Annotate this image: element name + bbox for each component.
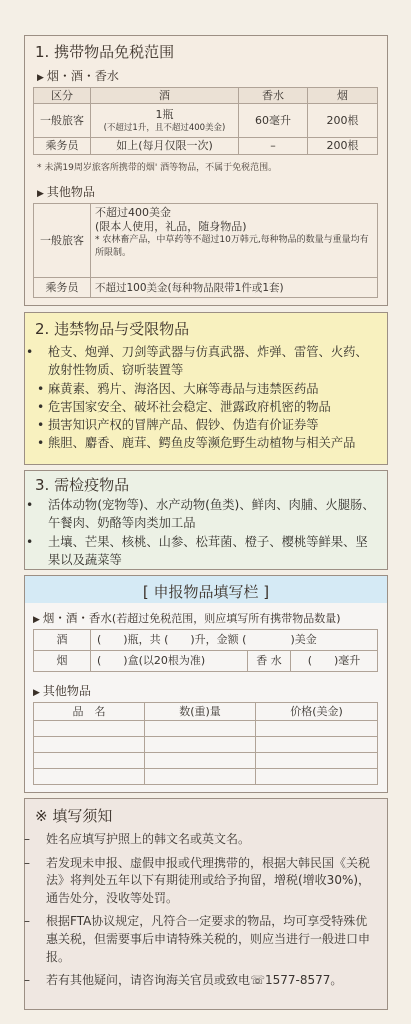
subheading-text: 烟・酒・香水 — [42, 611, 112, 625]
subheading-text: 其他物品 — [42, 684, 91, 698]
subheading-other-items — [33, 682, 91, 699]
price-field[interactable] — [256, 753, 378, 769]
age-footnote: * 未满19周岁旅客所携带的烟' 酒等物品，不属于免税范围。 — [37, 163, 278, 173]
list-item-text: 危害国家安全、破坏社会稳定、泄露政府机密的物品 — [48, 399, 331, 414]
prohibited-list — [26, 343, 379, 453]
instruction-item: – 若发现未申报、虚假申报或代理携带的，根据大韩民国《关税法》将判处五年以下有期徒刑或给予拘留，增税(增收30%)，通告处分，没收等处罚。 — [24, 855, 371, 905]
item-name-field[interactable] — [34, 721, 145, 737]
row-label-crew: 乘务员 — [34, 138, 91, 155]
item-name-field[interactable] — [34, 737, 145, 753]
subheading-tobacco-alcohol-perfume — [37, 67, 119, 84]
alcohol-general-note: (不超过1升，且不超过400美金) — [103, 122, 226, 133]
list-item-text: 枪支、炮弹、刀剑等武器与仿真武器、炸弹、雷管、火药、放射性物质、窃听装置等 — [48, 345, 368, 378]
alcohol-label: 酒 — [34, 630, 91, 651]
col-header-tobacco: 烟 — [308, 88, 378, 104]
list-item-text: 活体动物(宠物等)、水产动物(鱼类)、鲜肉、肉脯、火腿肠、午餐肉、奶酪等肉类加工品 — [48, 498, 375, 531]
tobacco-fill-field[interactable]: ( )盒(以20根为准) — [91, 651, 248, 672]
list-item: • 活体动物(宠物等)、水产动物(鱼类)、鲜肉、肉脯、火腿肠、午餐肉、奶酪等肉类加工品 — [26, 498, 375, 531]
quantity-field[interactable] — [145, 737, 256, 753]
col-header-perfume: 香水 — [239, 88, 308, 104]
other-crew-text: 不超过100美金(每种物品限带1件或1套) — [91, 278, 378, 298]
tobacco-crew: 200根 — [308, 138, 378, 155]
form-title: [ 申报物品填写栏 ] — [142, 583, 270, 601]
perfume-general: 60毫升 — [239, 104, 308, 138]
list-item-text: 土壤、芒果、核桃、山参、松茸菌、橙子、樱桃等鲜果、坚果以及蔬菜等 — [48, 534, 368, 567]
list-item: • 土壤、芒果、核桃、山参、松茸菌、橙子、樱桃等鲜果、坚果以及蔬菜等 — [26, 534, 368, 567]
other-items-declaration-table — [33, 702, 378, 785]
section-title: 3. 需检疫物品 — [35, 476, 130, 494]
perfume-crew: – — [239, 138, 308, 155]
alcohol-general-main: 1瓶 — [155, 107, 174, 121]
duty-free-table — [33, 87, 378, 155]
triangle-bullet-icon: ▶ — [33, 615, 40, 625]
list-item: • 损害知识产权的冒牌产品、假钞、伪造有价证券等 — [37, 418, 319, 433]
section-title: 2. 违禁物品与受限物品 — [35, 320, 190, 338]
section-instructions — [24, 798, 388, 1010]
alcohol-fill-field[interactable]: ( )瓶，共 ( )升，金额 ( )美金 — [91, 630, 378, 651]
subheading-text: 其他物品 — [46, 185, 95, 199]
instruction-item: – 姓名应填写护照上的韩文名或英文名。 — [24, 832, 251, 846]
row-label-general: 一般旅客 — [34, 104, 91, 138]
triangle-bullet-icon: ▶ — [37, 73, 44, 83]
perfume-label: 香 水 — [248, 651, 291, 672]
list-item: • 枪支、炮弹、刀剑等武器与仿真武器、炸弹、雷管、火药、放射性物质、窃听装置等 — [26, 345, 368, 378]
subheading-other-items — [37, 183, 95, 200]
list-item-text: 麻黄素、鸦片、海洛因、大麻等毒品与违禁医药品 — [48, 381, 319, 396]
instruction-item: – 根据FTA协议规定，凡符合一定要求的物品，均可享受特殊优惠关税，但需要事后申请特殊关税的，则应当进行一般进口申报。 — [24, 914, 371, 964]
list-item-text: 熊胆、麝香、鹿茸、鳄鱼皮等濒危野生动植物与相关产品 — [48, 436, 356, 451]
instruction-text: 根据FTA协议规定，凡符合一定要求的物品，均可享受特殊优惠关税，但需要事后申请特殊关税的，则应当进行一般进口申报。 — [46, 914, 371, 964]
section-title: ※ 填写须知 — [35, 807, 113, 825]
instructions-list — [24, 831, 379, 990]
triangle-bullet-icon: ▶ — [33, 688, 40, 698]
section-quarantine — [24, 470, 388, 570]
perfume-fill-field[interactable]: ( )毫升 — [291, 651, 378, 672]
quarantine-list — [26, 496, 379, 569]
price-field[interactable] — [256, 721, 378, 737]
section-declaration-form — [24, 575, 388, 793]
price-field[interactable] — [256, 737, 378, 753]
alcohol-crew: 如上(每月仅限一次) — [91, 138, 239, 155]
list-item-text: 损害知识产权的冒牌产品、假钞、伪造有价证券等 — [48, 418, 319, 433]
col-header-price: 价格(美金) — [256, 703, 378, 721]
other-general-scope: (限本人使用，礼品，随身物品) — [95, 220, 247, 233]
alcohol-general-cell — [91, 104, 239, 138]
subheading-tobacco-alcohol-perfume — [33, 610, 341, 626]
col-header-quantity: 数(重)量 — [145, 703, 256, 721]
item-name-field[interactable] — [34, 769, 145, 785]
col-header-category: 区分 — [34, 88, 91, 104]
instruction-text: 若发现未申报、虚假申报或代理携带的，根据大韩民国《关税法》将判处五年以下有期徒刑或给予拘留，增税(增收30%)，通告处分，没收等处罚。 — [46, 855, 371, 905]
instruction-text: 若有其他疑问，请咨询海关官员或致电☏1577-8577。 — [46, 973, 343, 988]
declaration-quantity-table — [33, 629, 378, 672]
list-item: • 危害国家安全、破坏社会稳定、泄露政府机密的物品 — [37, 399, 331, 414]
col-header-alcohol: 酒 — [91, 88, 239, 104]
other-general-limit: 不超过400美金 — [95, 206, 171, 219]
section-title: 1. 携带物品免税范围 — [35, 43, 175, 61]
quantity-field[interactable] — [145, 769, 256, 785]
quantity-field[interactable] — [145, 753, 256, 769]
other-general-note: * 农林畜产品，中草药等不超过10万韩元,每种物品的数量与重量均有所限制。 — [95, 235, 369, 258]
subheading-note: (若超过免税范围，则应填写所有携带物品数量) — [111, 612, 341, 625]
instruction-item: – 若有其他疑问，请咨询海关官员或致电☏1577-8577。 — [24, 973, 343, 988]
other-items-table — [33, 203, 378, 298]
price-field[interactable] — [256, 769, 378, 785]
item-name-field[interactable] — [34, 753, 145, 769]
instruction-text: 姓名应填写护照上的韩文名或英文名。 — [46, 832, 251, 846]
subheading-text: 烟・酒・香水 — [46, 69, 119, 83]
quantity-field[interactable] — [145, 721, 256, 737]
other-general-cell — [91, 204, 378, 278]
other-general-label: 一般旅客 — [34, 204, 91, 278]
section-prohibited — [24, 312, 388, 465]
tobacco-label: 烟 — [34, 651, 91, 672]
tobacco-general: 200根 — [308, 104, 378, 138]
triangle-bullet-icon: ▶ — [37, 189, 44, 199]
section-duty-free — [24, 35, 388, 306]
other-crew-label: 乘务员 — [34, 278, 91, 298]
col-header-item-name: 品 名 — [34, 703, 145, 721]
list-item: • 熊胆、麝香、鹿茸、鳄鱼皮等濒危野生动植物与相关产品 — [37, 436, 356, 451]
list-item: • 麻黄素、鸦片、海洛因、大麻等毒品与违禁医药品 — [37, 381, 319, 396]
